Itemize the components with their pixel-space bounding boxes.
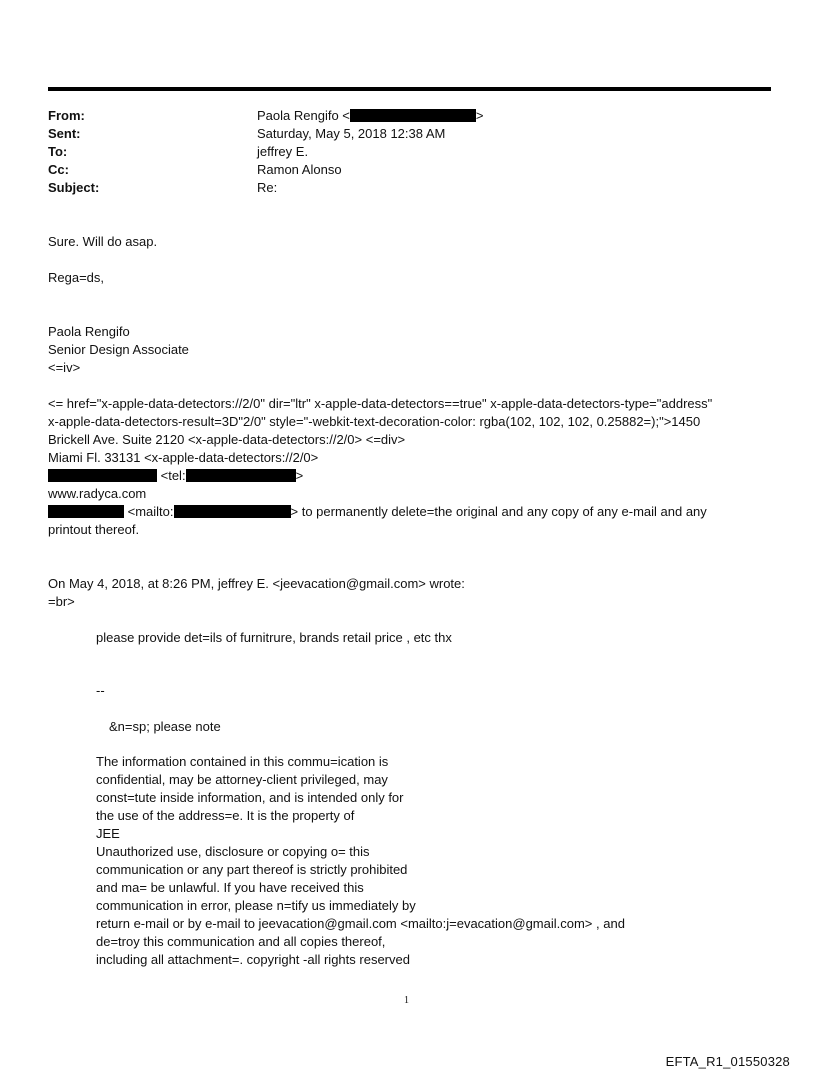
tel-close: >	[295, 468, 304, 483]
website-link[interactable]: www.radyca.com	[48, 486, 147, 501]
disclaimer-line: Unauthorized use, disclosure or copying o= this	[96, 844, 370, 859]
quoted-note: &n=sp; please note	[109, 719, 221, 734]
sent-value: Saturday, May 5, 2018 12:38 AM	[257, 126, 446, 141]
to-value: jeffrey E.	[257, 144, 309, 159]
quote-header: On May 4, 2018, at 8:26 PM, jeffrey E. <jeevacation@gmail.com> wrote:	[48, 576, 465, 591]
sent-label: Sent:	[48, 126, 81, 141]
printout-line: printout thereof.	[48, 522, 140, 537]
redaction-box	[174, 505, 291, 518]
quoted-dashes: --	[96, 683, 105, 698]
redaction-box	[350, 109, 476, 122]
cc-value: Ramon Alonso	[257, 162, 342, 177]
disclaimer-line: including all attachment=. copyright -all rights reserved	[96, 952, 410, 967]
disclaimer-line: The information contained in this commu=ication is	[96, 754, 389, 769]
to-label: To:	[48, 144, 68, 159]
bates-number: EFTA_R1_01550328	[665, 1054, 790, 1069]
redaction-box	[48, 469, 157, 482]
redaction-box	[186, 469, 296, 482]
signature-title: Senior Design Associate	[48, 342, 189, 357]
header-rule	[48, 87, 771, 91]
body-line: Rega=ds,	[48, 270, 105, 285]
disclaimer-line: return e-mail or by e-mail to jeevacation@gmail.com <mailto:j=evacation@gmail.com> , and	[96, 916, 625, 931]
disclaimer-line: communication or any part thereof is strictly prohibited	[96, 862, 408, 877]
from-value	[257, 107, 483, 125]
disclaimer-line: and ma= be unlawful. If you have received this	[96, 880, 364, 895]
body-line: Sure. Will do asap.	[48, 234, 158, 249]
mailto-rest: > to permanently delete=the original and any copy of any e-mail and any	[290, 504, 707, 519]
from-name: Paola Rengifo <	[257, 108, 350, 123]
address-line: Brickell Ave. Suite 2120 <x-apple-data-detectors://2/0> <=div>	[48, 432, 406, 447]
from-close: >	[475, 108, 484, 123]
quoted-request: please provide det=ils of furnitrure, brands retail price , etc thx	[96, 630, 452, 645]
quote-tag: =br>	[48, 594, 75, 609]
disclaimer-line: confidential, may be attorney-client privileged, may	[96, 772, 388, 787]
signature-tag: <=iv>	[48, 360, 81, 375]
mailto-line	[48, 503, 707, 521]
subject-value: Re:	[257, 180, 278, 195]
signature-name: Paola Rengifo	[48, 324, 130, 339]
disclaimer-line: communication in error, please n=tify us immediately by	[96, 898, 416, 913]
page-number: 1	[404, 995, 409, 1006]
tel-line	[48, 467, 303, 485]
disclaimer-line: de=troy this communication and all copies thereof,	[96, 934, 386, 949]
redaction-box	[48, 505, 124, 518]
from-label: From:	[48, 108, 85, 123]
mailto-open: <mailto:	[127, 504, 174, 519]
cc-label: Cc:	[48, 162, 69, 177]
address-line: Miami Fl. 33131 <x-apple-data-detectors://2/0>	[48, 450, 319, 465]
subject-label: Subject:	[48, 180, 100, 195]
disclaimer-line: the use of the address=e. It is the property of	[96, 808, 355, 823]
disclaimer-line: const=tute inside information, and is intended only for	[96, 790, 404, 805]
address-line: x-apple-data-detectors-result=3D"2/0" style="-webkit-text-decoration-color: rgba(102, 102, 102, 0.25882=);">1450	[48, 414, 701, 429]
address-line: <= href="x-apple-data-detectors://2/0" dir="ltr" x-apple-data-detectors==true" x-apple-data-detectors-type="address"	[48, 396, 713, 411]
disclaimer-line: JEE	[96, 826, 120, 841]
tel-open: <tel:	[160, 468, 186, 483]
